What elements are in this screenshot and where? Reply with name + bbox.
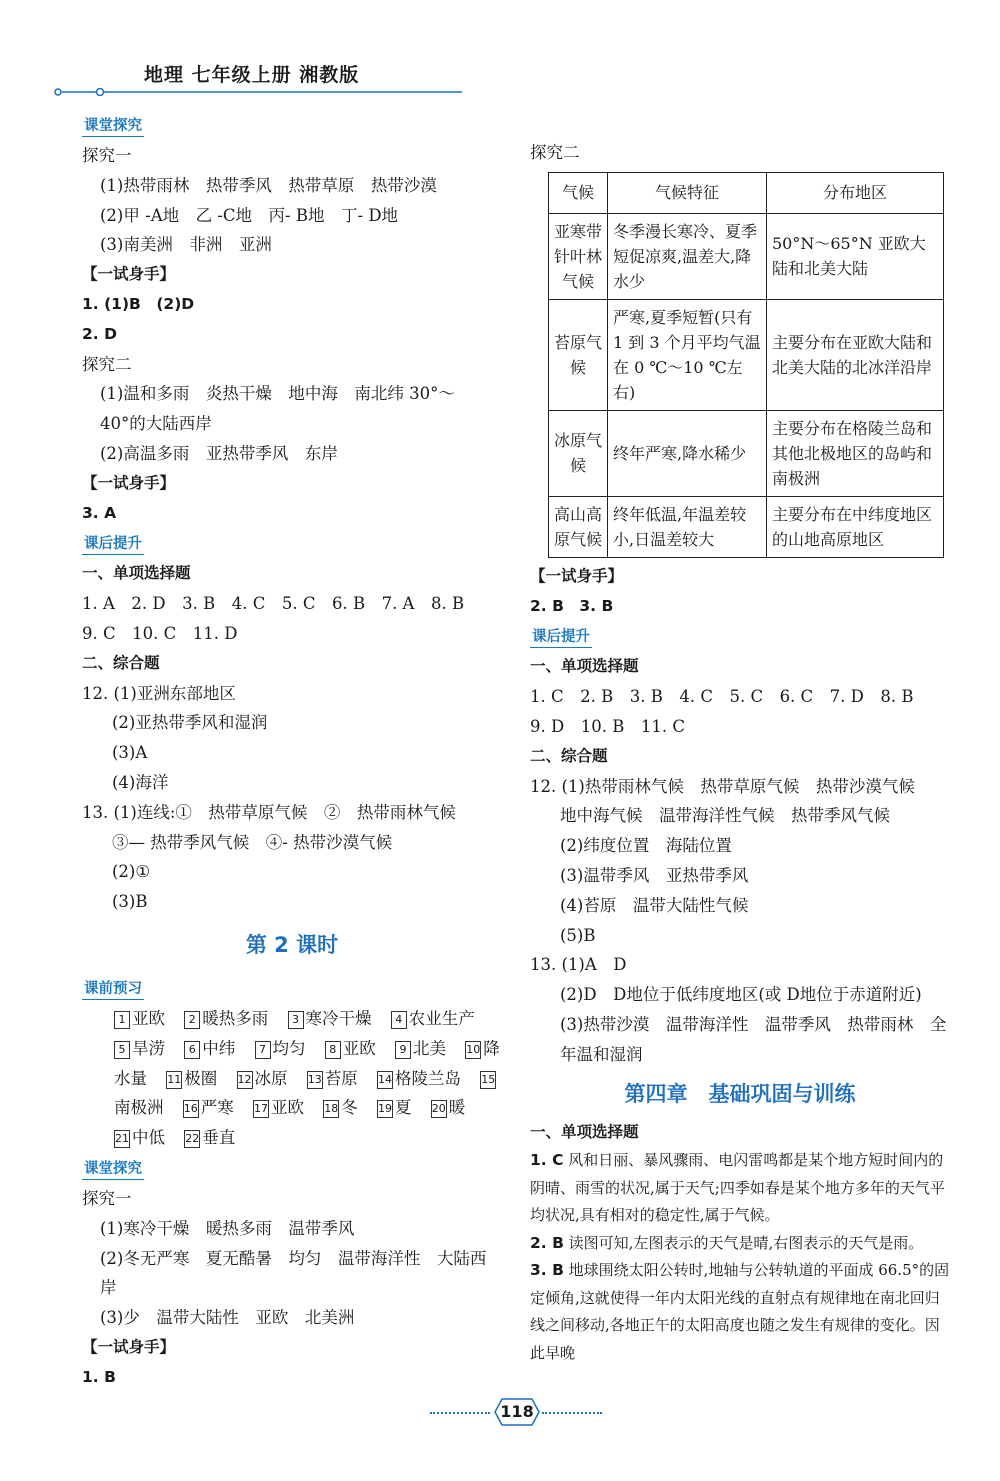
answer-line: (2)亚热带季风和湿润 xyxy=(112,713,268,733)
preview-answer: 垂直 xyxy=(202,1128,236,1148)
table-cell: 苔原气候 xyxy=(549,299,608,410)
number-box: 10 xyxy=(465,1041,481,1059)
table-header: 分布地区 xyxy=(767,172,944,213)
answer-line: (2)甲 -A地 乙 -C地 丙- B地 丁- D地 xyxy=(100,205,399,225)
preview-answer: 均匀 xyxy=(272,1038,306,1058)
table-cell: 冬季漫长寒冷、夏季短促凉爽,温差大,降水少 xyxy=(608,213,767,299)
table-row xyxy=(549,496,944,557)
number-box: 21 xyxy=(114,1130,130,1148)
section-heading: 二、综合题 xyxy=(82,653,160,672)
preview-answer: 降水量 xyxy=(114,1038,500,1088)
answer-line: (3)少 温带大陆性 亚欧 北美洲 xyxy=(100,1308,355,1328)
preview-item xyxy=(166,1069,217,1088)
preview-answer: 暖 xyxy=(448,1098,466,1118)
preview-item xyxy=(288,1009,372,1028)
number-box: 14 xyxy=(377,1071,393,1089)
explained-answer xyxy=(530,1230,950,1258)
answer-explanation: 读图可知,左图表示的天气是晴,右图表示的天气是雨。 xyxy=(568,1233,924,1252)
preview-item xyxy=(325,1039,376,1058)
answer-line: 13. (1)A D xyxy=(530,955,627,975)
number-box: 8 xyxy=(325,1041,341,1059)
table-cell: 高山高原气候 xyxy=(549,496,608,557)
answer-line: 13. (1)连线:① 热带草原气候 ② 热带雨林气候 xyxy=(82,802,456,822)
section-heading: 一、单项选择题 xyxy=(530,657,639,676)
number-box: 17 xyxy=(253,1100,269,1118)
try-heading: 【一试身手】 xyxy=(530,566,624,585)
answer-line: 1. (1)B (2)D xyxy=(82,294,195,313)
preview-answer: 苔原 xyxy=(324,1068,358,1088)
preview-answer: 旱涝 xyxy=(132,1038,165,1058)
try-heading: 【一试身手】 xyxy=(82,1337,176,1356)
answer-line: 12. (1)热带雨林气候 热带草原气候 热带沙漠气候 xyxy=(530,776,915,796)
page-header xyxy=(52,60,462,100)
table-header-row xyxy=(549,172,944,213)
preview-item xyxy=(114,1128,165,1147)
preview-answer: 中纬 xyxy=(202,1038,236,1058)
number-box: 16 xyxy=(183,1100,199,1118)
table-cell: 终年低温,年温差较小,日温差较大 xyxy=(608,496,767,557)
preview-answer: 冬 xyxy=(341,1098,358,1118)
preview-answer: 极圈 xyxy=(184,1068,218,1088)
try-heading: 【一试身手】 xyxy=(82,473,176,492)
preview-item xyxy=(395,1039,446,1058)
answer-line: (5)B xyxy=(560,925,596,945)
answer-line: (3)B xyxy=(112,892,148,912)
section-heading: 一、单项选择题 xyxy=(82,564,191,583)
exercise-title: 探究二 xyxy=(530,143,580,162)
answer-line: 2. B 3. B xyxy=(530,596,614,615)
table-cell: 主要分布在亚欧大陆和北美大陆的北冰洋沿岸 xyxy=(767,299,944,410)
preview-item xyxy=(377,1098,412,1117)
climate-table xyxy=(548,172,944,558)
preview-answers xyxy=(82,1004,502,1153)
preview-answer: 格陵兰岛 xyxy=(395,1068,461,1088)
number-box: 13 xyxy=(307,1071,323,1089)
exercise-title: 探究二 xyxy=(82,354,132,374)
explained-answer xyxy=(530,1147,950,1230)
section-tag: 课堂探究 xyxy=(82,116,144,137)
preview-answer: 亚欧 xyxy=(271,1098,304,1118)
answer-line: (3)A xyxy=(112,743,148,763)
answer-line: (1)温和多雨 炎热干燥 地中海 南北纬 30°～ xyxy=(100,384,455,404)
preview-item xyxy=(323,1098,358,1117)
number-box: 6 xyxy=(184,1041,200,1059)
table-row xyxy=(549,213,944,299)
preview-item xyxy=(114,1039,165,1058)
table-cell: 严寒,夏季短暂(只有 1 到 3 个月平均气温在 0 ℃～10 ℃左右) xyxy=(608,299,767,410)
table-cell: 主要分布在格陵兰岛和其他北极地区的岛屿和南极洲 xyxy=(767,410,944,496)
number-box: 1 xyxy=(114,1011,130,1029)
answer-line: (4)苔原 温带大陆性气候 xyxy=(560,895,749,915)
answer-line: (2)纬度位置 海陆位置 xyxy=(560,836,732,856)
exercise-title: 探究一 xyxy=(82,1188,132,1208)
answer-explanation: 风和日丽、暴风骤雨、电闪雷鸣都是某个地方短时间内的阴晴、雨雪的状况,属于天气;四季如春是某个地方多年的天气平均状况,具有相对的稳定性,属于气候。 xyxy=(530,1151,945,1225)
answer-key: 3. B xyxy=(530,1261,564,1280)
preview-item xyxy=(253,1098,304,1117)
preview-item xyxy=(114,1009,165,1028)
preview-item xyxy=(184,1128,235,1147)
preview-answer: 农业生产 xyxy=(408,1008,475,1028)
number-box: 12 xyxy=(237,1071,253,1089)
page-number: 118 xyxy=(500,1402,534,1421)
answer-line: 2. D xyxy=(82,324,117,343)
preview-item xyxy=(237,1069,288,1088)
page-number-area xyxy=(430,1398,600,1428)
number-box: 20 xyxy=(431,1100,447,1118)
number-box: 4 xyxy=(391,1011,407,1029)
table-row xyxy=(549,410,944,496)
section-heading: 二、综合题 xyxy=(530,746,608,765)
preview-item xyxy=(431,1098,466,1117)
preview-answer: 亚欧 xyxy=(132,1008,165,1028)
right-column xyxy=(530,138,950,1367)
header-rule xyxy=(52,88,462,96)
preview-item xyxy=(391,1009,475,1028)
answer-line: (2)冬无严寒 夏无酷暑 均匀 温带海洋性 大陆西岸 xyxy=(100,1248,487,1298)
preview-item xyxy=(255,1039,306,1058)
table-header: 气候 xyxy=(549,172,608,213)
preview-item xyxy=(184,1009,268,1028)
answer-line: (3)温带季风 亚热带季风 xyxy=(560,865,749,885)
answer-key: 1. C xyxy=(530,1151,564,1170)
number-box: 22 xyxy=(184,1130,200,1148)
answer-line: (3)南美洲 非洲 亚洲 xyxy=(100,235,272,255)
answer-line: (1)热带雨林 热带季风 热带草原 热带沙漠 xyxy=(100,175,437,195)
preview-answer: 冰原 xyxy=(254,1068,288,1088)
number-box: 9 xyxy=(395,1041,411,1059)
section-tag: 课前预习 xyxy=(82,979,144,1000)
try-heading: 【一试身手】 xyxy=(82,265,176,284)
section-tag: 课后提升 xyxy=(530,627,592,648)
answer-line: 1. C 2. B 3. B 4. C 5. C 6. C 7. D 8. B xyxy=(530,687,914,707)
preview-item xyxy=(307,1069,358,1088)
answer-line: (3)热带沙漠 温带海洋性 温带季风 热带雨林 全年温和湿润 xyxy=(560,1014,947,1064)
number-box: 18 xyxy=(323,1100,339,1118)
answer-line: 1. A 2. D 3. B 4. C 5. C 6. B 7. A 8. B xyxy=(82,594,465,614)
answer-explanation: 地球围绕太阳公转时,地轴与公转轨道的平面成 66.5°的固定倾角,这就使得一年内太阳光线的直射点有规律地在南北回归线之间移动,各地正午的太阳高度也随之发生有规律的变化。因此早晚 xyxy=(530,1261,950,1362)
table-cell: 50°N～65°N 亚欧大陆和北美大陆 xyxy=(767,213,944,299)
section-tag: 课堂探究 xyxy=(82,1159,144,1180)
table-cell: 终年严寒,降水稀少 xyxy=(608,410,767,496)
number-box: 7 xyxy=(255,1041,271,1059)
answer-line: 9. C 10. C 11. D xyxy=(82,623,238,643)
number-box: 15 xyxy=(480,1071,496,1089)
exercise-title: 探究一 xyxy=(82,146,132,165)
chapter-title: 第四章 基础巩固与训练 xyxy=(624,1081,856,1106)
answer-key: 2. B xyxy=(530,1233,564,1252)
number-box: 3 xyxy=(288,1011,304,1029)
preview-item xyxy=(183,1098,234,1117)
preview-answer: 中低 xyxy=(132,1128,165,1148)
answer-line: (2)D D地位于低纬度地区(或 D地位于赤道附近) xyxy=(560,985,922,1005)
number-box: 5 xyxy=(114,1041,130,1059)
preview-answer: 南极洲 xyxy=(114,1098,164,1118)
header-title: 地理 七年级上册 湘教版 xyxy=(144,64,360,86)
explained-answer xyxy=(530,1257,950,1367)
number-box: 19 xyxy=(377,1100,393,1118)
answer-line: 1. B xyxy=(82,1367,116,1386)
answer-line: (2)高温多雨 亚热带季风 东岸 xyxy=(100,443,338,463)
number-box: 11 xyxy=(166,1071,182,1089)
answer-line: ③— 热带季风气候 ④- 热带沙漠气候 xyxy=(112,832,393,852)
answer-line: 3. A xyxy=(82,503,117,522)
section-heading: 一、单项选择题 xyxy=(530,1122,639,1141)
preview-item xyxy=(377,1069,461,1088)
preview-answer: 暖热多雨 xyxy=(202,1008,269,1028)
answer-line: 12. (1)亚洲东部地区 xyxy=(82,683,236,703)
preview-answer: 北美 xyxy=(413,1038,446,1058)
preview-answer: 严寒 xyxy=(200,1098,234,1118)
lesson-title: 第 2 课时 xyxy=(245,932,339,957)
answer-line: (4)海洋 xyxy=(112,772,169,792)
table-cell: 主要分布在中纬度地区的山地高原地区 xyxy=(767,496,944,557)
table-row xyxy=(549,299,944,410)
preview-answer: 亚欧 xyxy=(342,1038,376,1058)
answer-line: 地中海气候 温带海洋性气候 热带季风气候 xyxy=(560,806,890,826)
table-cell: 冰原气候 xyxy=(549,410,608,496)
number-box: 2 xyxy=(184,1011,200,1029)
preview-item xyxy=(184,1039,235,1058)
preview-answer: 寒冷干燥 xyxy=(305,1008,372,1028)
answer-line: 9. D 10. B 11. C xyxy=(530,716,685,736)
page-number-dots-left xyxy=(430,1412,490,1414)
table-cell: 亚寒带针叶林气候 xyxy=(549,213,608,299)
page-number-dots-right xyxy=(542,1412,602,1414)
left-column xyxy=(82,110,502,1392)
answer-line: 40°的大陆西岸 xyxy=(100,414,212,434)
answer-line: (2)① xyxy=(112,862,151,882)
preview-answer: 夏 xyxy=(395,1098,412,1118)
answer-line: (1)寒冷干燥 暖热多雨 温带季风 xyxy=(100,1218,355,1238)
section-tag: 课后提升 xyxy=(82,534,144,555)
table-header: 气候特征 xyxy=(608,172,767,213)
